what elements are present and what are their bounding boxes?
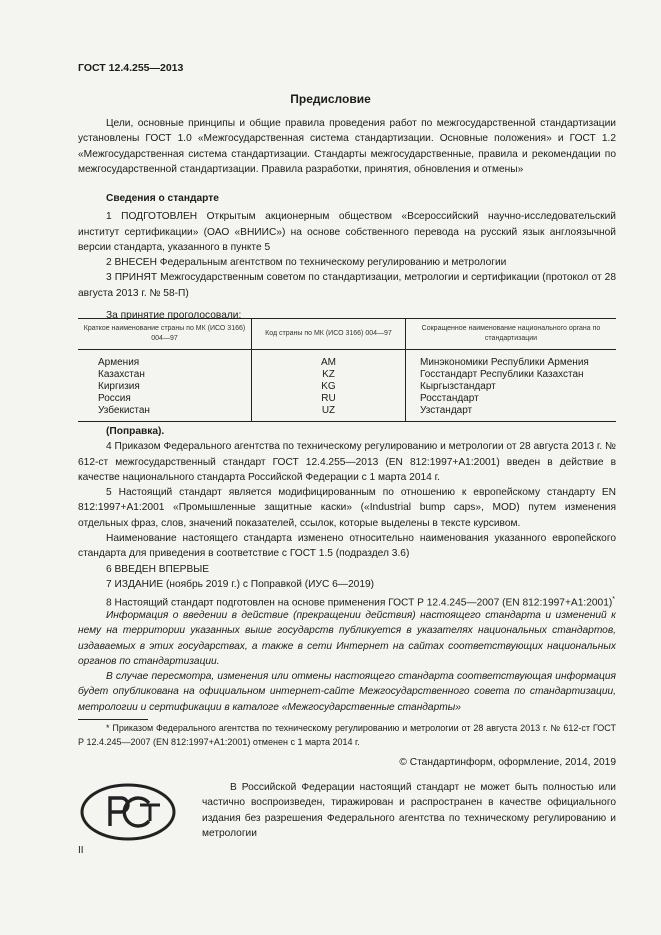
table-cell-country: Армения (98, 357, 140, 368)
countries-table (78, 318, 616, 422)
table-cell-code: RU (252, 393, 406, 405)
table-row (78, 350, 616, 370)
footnote-divider (78, 719, 148, 720)
footnote (78, 722, 616, 749)
table-cell-code: KZ (252, 369, 406, 381)
table-cell-code: AM (252, 350, 406, 370)
table-cell-body: Минэкономики Республики Армения (406, 350, 617, 370)
copyright-notice-text: В Российской Федерации настоящий стандарт не может быть полностью или частично воспроизведен, тиражирован и распространен в качестве официального издания без разрешения Федерального агентства по техническому регулированию и метрологии (202, 782, 616, 840)
item-4: 4 Приказом Федерального агентства по техническому регулированию и метрологии от 28 августа 2013 г. № 612-ст межгосударственный стандарт ГОСТ 12.4.255—2013 (EN 812:1997+A1:2001) введен в действие в качестве национального стандарта Российской Федерации с 1 марта 2014 г. (78, 441, 616, 483)
item-5-note: Наименование настоящего стандарта изменено относительно наименования указанного европейского стандарта для приведения в соответствие с ГОСТ 1.5 (подраздел 3.6) (78, 533, 616, 560)
info-heading: Сведения о стандарте (106, 193, 219, 204)
table-row (78, 369, 616, 381)
table-header-code: Код страны по МК (ИСО 3166) 004—97 (252, 319, 406, 350)
table-header-country: Краткое наименование страны по МК (ИСО 3166) 004—97 (78, 319, 252, 350)
item-1: 1 ПОДГОТОВЛЕН Открытым акционерным обществом «Всероссийский научно-исследовательский институт сертификации» (ОАО «ВНИИС») на основе собственного перевода на русский язык англоязычной версии стандарта, указанного в пункте 5 (78, 211, 616, 253)
item-8-text: 8 Настоящий стандарт подготовлен на основе применения ГОСТ Р 12.4.245—2007 (EN 812:1997+A1:2001) (106, 597, 613, 609)
page-number: II (78, 845, 84, 856)
footnote-mark: * (612, 596, 615, 604)
amendment-note: (Поправка). (106, 426, 165, 437)
table-cell-country: Казахстан (98, 369, 145, 380)
table-row (78, 393, 616, 405)
page-title: Предисловие (290, 92, 371, 106)
table-cell-country: Россия (98, 393, 131, 404)
item-3: 3 ПРИНЯТ Межгосударственным советом по стандартизации, метрологии и сертификации (протокол от 28 августа 2013 г. № 58-П) (78, 272, 616, 299)
info-paragraph-2: В случае пересмотра, изменения или отмены настоящего стандарта соответствующая информация будет опубликована на официальном интернет-сайте Межгосударственного совета по стандартизации, метрологии и сертификации в каталоге «Межгосударственные стандарты» (78, 671, 616, 713)
table-cell-body: Кыргызстандарт (406, 381, 617, 393)
item-7: 7 ИЗДАНИЕ (ноябрь 2019 г.) с Поправкой (ИУС 6—2019) (106, 578, 375, 590)
rst-logo-icon (80, 783, 176, 841)
table-cell-code: KG (252, 381, 406, 393)
table-cell-body: Росстандарт (406, 393, 617, 405)
intro-block (78, 116, 616, 177)
voted-label: За принятие проголосовали: (106, 310, 242, 322)
table-cell-code: UZ (252, 405, 406, 422)
table-cell-country: Киргизия (98, 381, 140, 392)
footnote-text: * Приказом Федерального агентства по техническому регулированию и метрологии от 28 августа 2013 г. № 612-ст ГОСТ Р 12.4.245—2007 (EN 812:1997+A1:2001) отменен с 1 марта 2014 г. (78, 723, 616, 747)
items-block (78, 424, 616, 611)
table-row (78, 405, 616, 422)
copyright: © Стандартинформ, оформление, 2014, 2019 (399, 757, 616, 768)
copyright-notice (202, 780, 616, 842)
item-6: 6 ВВЕДЕН ВПЕРВЫЕ (106, 563, 210, 575)
info-paragraph-1: Информация о введении в действие (прекращении действия) настоящего стандарта и изменений к нему на территории указанных выше государств публикуется в указателях национальных стандартов, издаваемых в этих государствах, а также в сети Интернет на сайтах соответствующих национальных органов по стандартизации. (78, 610, 616, 667)
intro-paragraph: Цели, основные принципы и общие правила проведения работ по межгосударственной стандартизации установлены ГОСТ 1.0 «Межгосударственная система стандартизации. Основные положения» и ГОСТ 1.2 «Межгосударственная система стандартизации. Стандарты межгосударственные, правила и рекомендации по межгосударственной стандартизации. Правила разработки, принятия, обновления и отмены» (78, 118, 616, 175)
italic-info-block (78, 608, 616, 715)
standard-info-block (78, 191, 616, 323)
table-cell-body: Госстандарт Республики Казахстан (406, 369, 617, 381)
item-5: 5 Настоящий стандарт является модифицированным по отношению к европейскому стандарту EN 812:1997+A1:2001 «Промышленные защитные каски» («Industrial bump caps», MOD) путем изменения отдельных фраз, слов, значений показателей, ссылок, которые выделены в тексте курсивом. (78, 487, 616, 529)
table-header-row (78, 319, 616, 350)
item-2: 2 ВНЕСЕН Федеральным агентством по техническому регулированию и метрологии (106, 257, 507, 269)
table-row (78, 381, 616, 393)
table-cell-country: Узбекистан (78, 405, 252, 422)
table-cell-body: Узстандарт (406, 405, 617, 422)
table-header-body: Сокращенное наименование национального органа по стандартизации (406, 319, 617, 350)
document-code-header: ГОСТ 12.4.255—2013 (78, 62, 184, 74)
